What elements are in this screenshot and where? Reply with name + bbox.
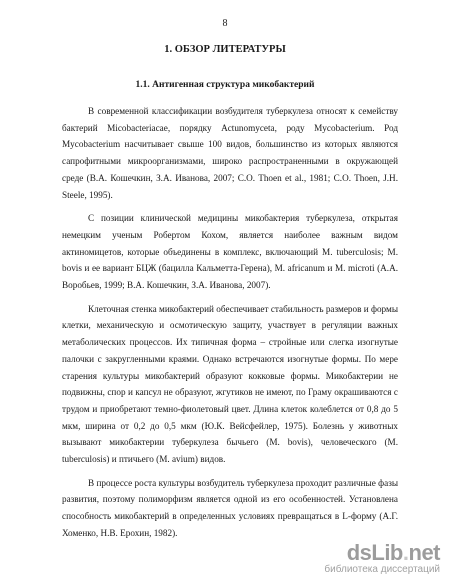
watermark-subtitle: библиотека диссертаций [324,564,440,575]
paragraph: С позиции клинической медицины микобактерия туберкулеза, открытая немецким ученым Робертом Кохом, является наиболее важным видом актиномицетов, которые объединены в комплекс, включающий M. tuberculosis; M. bovis и ее вариант БЦЖ (бацилла Кальметта-Герена), M. africanum и M. microti (А.А. Воробьев, 1999; В.А. Кошечкин, З.А. Иванова, 2007). [62,213,398,291]
paragraph: В процессе роста культуры возбудитель туберкулеза проходит различные фазы развития, поэтому полиморфизм является одной из его особенностей. Установлена способность микобактерий в определенных условиях превращаться в L-форму (А.Г. Хоменко, Н.В. Ерохин, 1982). [62,477,398,538]
paragraph: В современной классификации возбудителя туберкулеза относят к семейству бактерий Micobacteriaсae, порядку Actunomyceta, роду Mycobacterium. Род Mycobacterium насчитывает свыше 100 видов, большинство из которых являются сапрофитными микроорганизмами, широко распространенными в окружающей среде (В.А. Кошечкин, З.А. Иванова, 2007; C.O. Thoen et al., 1981; C.O. Thoen, J.H. Steele, 1995). [62,106,398,200]
watermark-logo [324,542,440,564]
watermark-logo-tld: net [408,540,440,565]
section-title: 1.1. Антигенная структура микобактерий [135,80,315,90]
chapter-title: 1. ОБЗОР ЛИТЕРАТУРЫ [164,44,286,55]
page-number: 8 [222,18,228,29]
watermark-logo-main: dsLib [346,540,403,565]
paragraph: Клеточная стенка микобактерий обеспечивает стабильность размеров и формы клетки, механическую и осмотическую защиту, участвует в регуляции важных метаболических процессов. Их типичная форма – стройные или слегка изогнутые палочки с закругленными краями. Однако встречаются изогнутые формы. По мере старения культуры микобактерий образуют кокковые формы. Микобактерии не подвижны, спор и капсул не образуют, жгутиков не имеют, по Граму окрашиваются с трудом и приобретают темно-фиолетовый цвет. Длина клеток колеблется от 0,8 до 5 мкм, ширина от 0,2 до 0,5 мкм (Ю.К. Вейсфейлер, 1975). Болезнь у животных вызывают микобактерии туберкулеза бычьего (M. bovis), человеческого (M. tuberculosis) и птичьего (M. avium) видов. [62,303,398,465]
body-text [62,103,398,549]
watermark [324,542,440,576]
watermark-logo-dot: . [402,540,409,565]
